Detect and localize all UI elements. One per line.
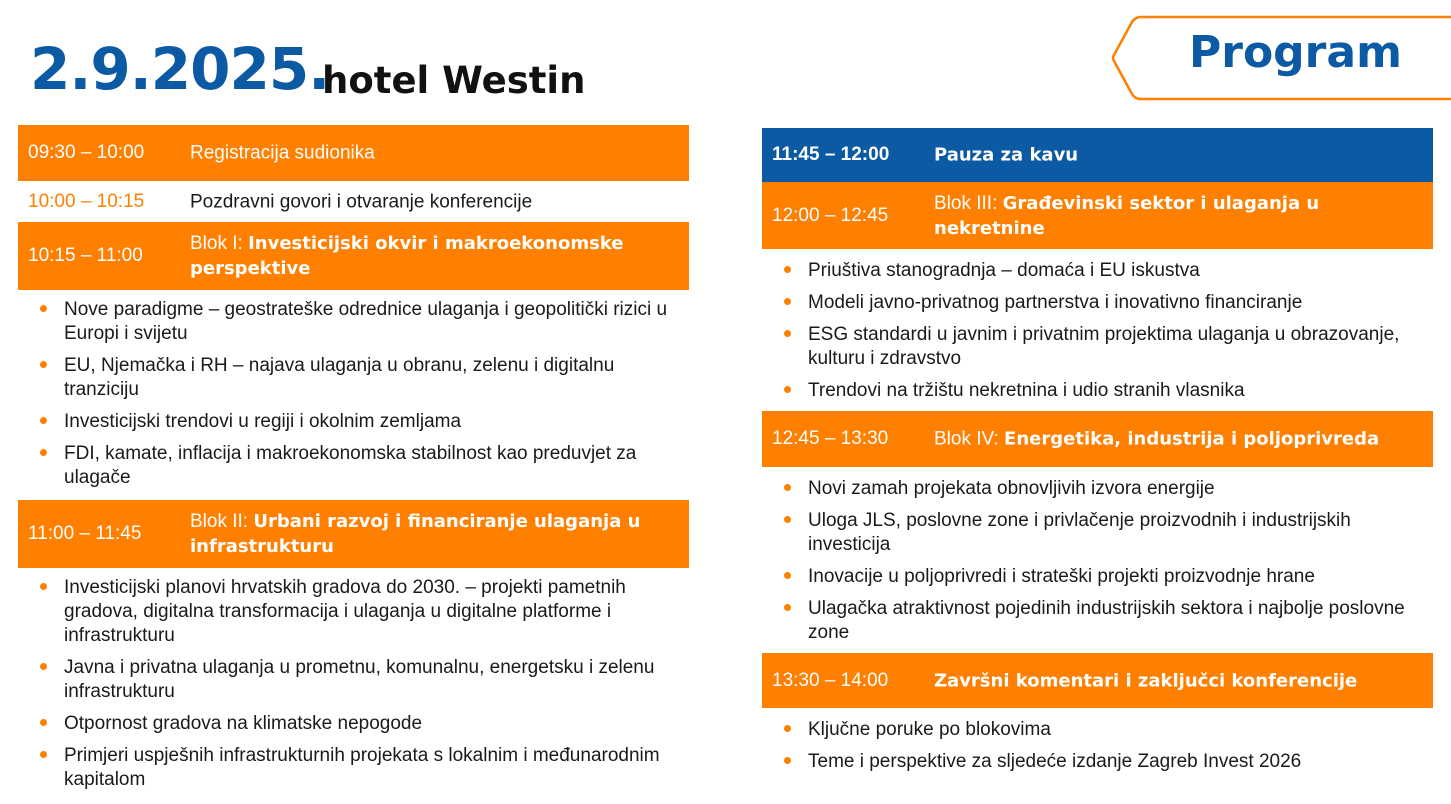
session-time: 12:00 – 12:45	[772, 204, 889, 226]
session-welcome	[18, 181, 689, 222]
list-item: Javna i privatna ulaganja u prometnu, komunalnu, energetsku i zelenu infrastrukturu	[18, 656, 689, 704]
block-name: Završni komentari i zaključci konferencije	[934, 670, 1358, 691]
session-registration	[18, 125, 689, 181]
session-time: 11:00 – 11:45	[28, 523, 142, 544]
list-item: ESG standardi u javnim i privatnim projektima ulaganja u obrazovanje, kulturu i zdravstvo	[762, 323, 1433, 371]
session-title	[190, 231, 669, 281]
list-item: Priuštiva stanogradnja – domaća i EU iskustva	[762, 259, 1433, 283]
list-item: Ključne poruke po blokovima	[762, 718, 1433, 742]
block-1-topics	[18, 290, 689, 500]
block-name: Energetika, industrija i poljoprivreda	[1004, 428, 1380, 450]
block-name: Građevinski sektor i ulaganja u nekretnine	[934, 192, 1320, 239]
block-4-topics	[762, 467, 1433, 653]
session-block-1	[18, 222, 689, 290]
session-title: Registracija sudionika	[190, 142, 375, 164]
program-label: Program	[1189, 27, 1402, 78]
list-item: Novi zamah projekata obnovljivih izvora energije	[762, 477, 1433, 501]
list-item: Teme i perspektive za sljedeće izdanje Zagreb Invest 2026	[762, 750, 1433, 774]
event-date: 2.9.2025.	[30, 35, 330, 103]
schedule-right-column	[762, 128, 1433, 774]
session-block-2	[18, 500, 689, 568]
program-tab	[1111, 15, 1451, 101]
session-title	[934, 427, 1413, 452]
list-item: Trendovi na tržištu nekretnina i udio stranih vlasnika	[762, 379, 1433, 403]
list-item: Nove paradigme – geostrateške odrednice ulaganja i geopolitički rizici u Europi i svijetu	[18, 298, 689, 346]
list-item: FDI, kamate, inflacija i makroekonomska stabilnost kao preduvjet za ulagače	[18, 442, 689, 490]
block-prefix: Blok I:	[190, 233, 249, 254]
block-prefix: Blok III:	[934, 192, 1003, 214]
session-title	[190, 509, 669, 559]
session-title	[934, 191, 1413, 241]
session-time: 11:45 – 12:00	[772, 144, 890, 165]
block-2-topics	[18, 568, 689, 792]
schedule-left-column	[18, 125, 689, 792]
session-closing	[762, 653, 1433, 708]
list-item: Ulagačka atraktivnost pojedinih industrijskih sektora i najbolje poslovne zone	[762, 597, 1433, 645]
list-item: Investicijski trendovi u regiji i okolnim zemljama	[18, 410, 689, 434]
session-block-4	[762, 411, 1433, 467]
block-name: Investicijski okvir i makroekonomske perspektive	[190, 233, 624, 279]
session-title	[934, 143, 1413, 168]
closing-topics	[762, 708, 1433, 774]
block-3-topics	[762, 249, 1433, 411]
event-venue: hotel Westin	[322, 59, 586, 102]
block-prefix: Blok II:	[190, 511, 254, 532]
session-time: 12:45 – 13:30	[772, 428, 889, 449]
list-item: EU, Njemačka i RH – najava ulaganja u obranu, zelenu i digitalnu tranziciju	[18, 354, 689, 402]
list-item: Primjeri uspješnih infrastrukturnih projekata s lokalnim i međunarodnim kapitalom	[18, 744, 689, 792]
list-item: Otpornost gradova na klimatske nepogode	[18, 712, 689, 736]
session-block-3	[762, 182, 1433, 249]
session-time: 10:15 – 11:00	[28, 245, 143, 266]
list-item: Modeli javno-privatnog partnerstva i inovativno financiranje	[762, 291, 1433, 315]
session-title: Pozdravni govori i otvaranje konferencije	[190, 191, 533, 212]
session-time: 10:00 – 10:15	[28, 190, 145, 212]
block-prefix: Blok IV:	[934, 428, 1005, 450]
break-name: Pauza za kavu	[934, 144, 1079, 166]
list-item: Uloga JLS, poslovne zone i privlačenje proizvodnih i industrijskih investicija	[762, 509, 1433, 557]
list-item: Investicijski planovi hrvatskih gradova do 2030. – projekti pametnih gradova, digitalna transformacija i ulaganja u digitalne platforme i infrastrukturu	[18, 576, 689, 648]
list-item: Inovacije u poljoprivredi i strateški projekti proizvodnje hrane	[762, 565, 1433, 589]
session-title	[934, 668, 1413, 693]
session-time: 09:30 – 10:00	[28, 142, 145, 163]
session-coffee-break	[762, 128, 1433, 182]
block-name: Urbani razvoj i financiranje ulaganja u infrastrukturu	[190, 511, 641, 557]
session-time: 13:30 – 14:00	[772, 669, 889, 691]
